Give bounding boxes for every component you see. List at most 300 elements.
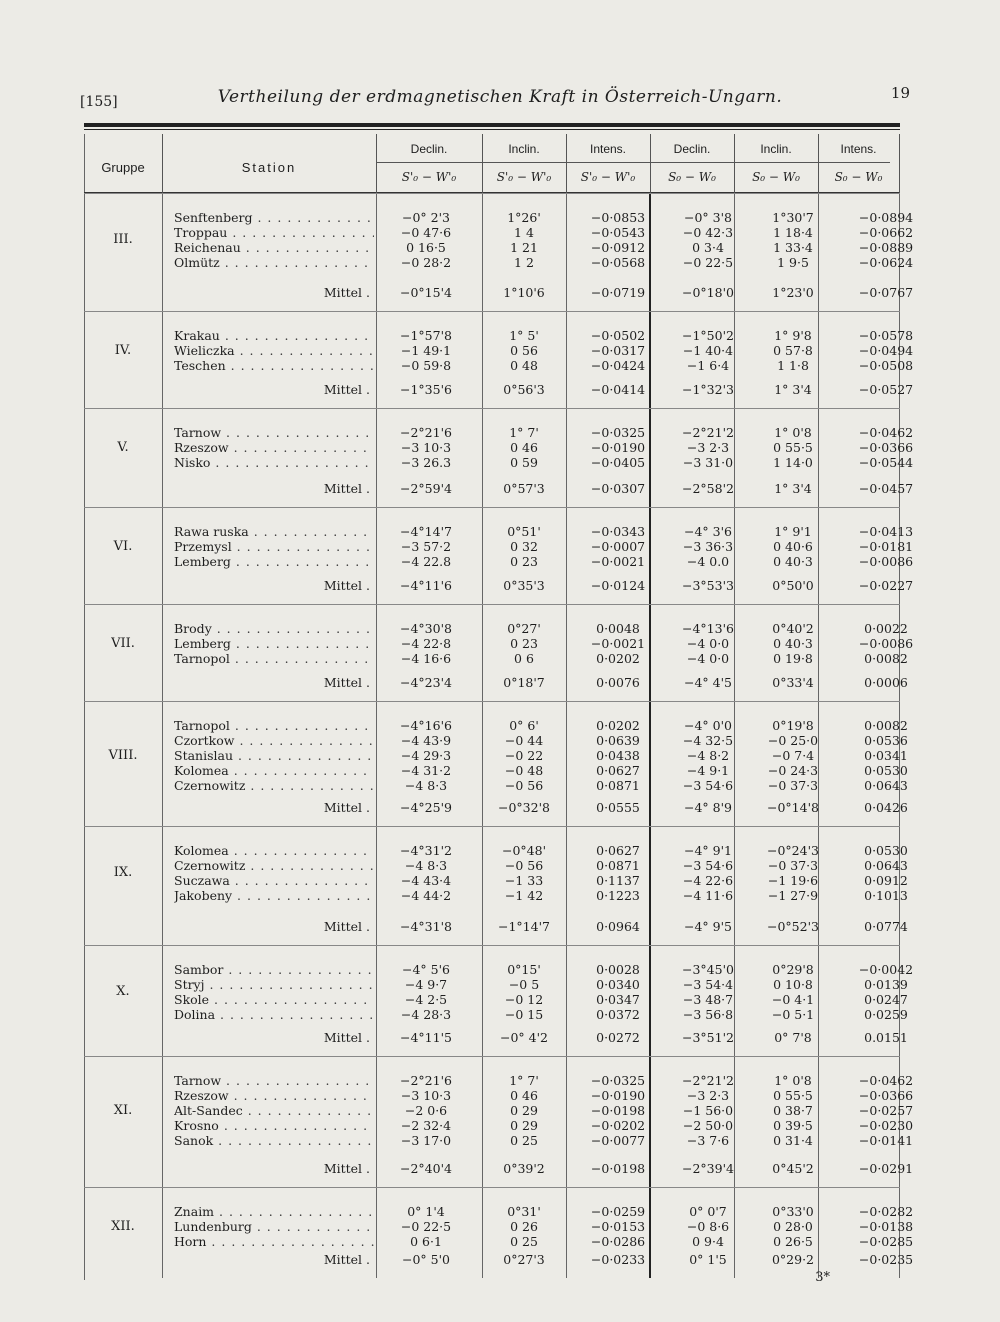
table-cell: 0·0028 bbox=[596, 962, 640, 977]
mittel-row bbox=[162, 382, 914, 397]
table-row bbox=[162, 636, 914, 651]
table-cell: −4°31'2 bbox=[400, 843, 452, 858]
table-cell: 1 33·4 bbox=[773, 240, 813, 255]
station-name: Czortkow . . . bbox=[174, 733, 374, 748]
table-cell: −0·0508 bbox=[858, 358, 914, 373]
station-name: Nisko . . . bbox=[174, 455, 374, 470]
station-name: Lemberg . . . bbox=[174, 554, 374, 569]
table-cell: −0 48 bbox=[504, 763, 544, 778]
mittel-cell: −0·0198 bbox=[590, 1161, 646, 1176]
station-name: Stryj . . . bbox=[174, 977, 374, 992]
table-cell: −3°45'0 bbox=[682, 962, 734, 977]
table-cell: −2°21'2 bbox=[682, 1073, 734, 1088]
station-name: Alt-Sandec . . . bbox=[174, 1103, 374, 1118]
table-header bbox=[84, 134, 900, 193]
table-row bbox=[162, 240, 914, 255]
table-cell: 0 57·8 bbox=[773, 343, 813, 358]
table-cell: −1 6·4 bbox=[686, 358, 730, 373]
group-block bbox=[84, 1187, 914, 1278]
station-name: Kolomea . . . bbox=[174, 843, 374, 858]
table-cell: 0·0082 bbox=[864, 651, 908, 666]
table-cell: −0·0502 bbox=[590, 328, 646, 343]
group-label: VII. bbox=[111, 635, 135, 651]
table-row bbox=[162, 962, 914, 977]
table-cell: −0·0424 bbox=[590, 358, 646, 373]
mittel-cell: 0°33'4 bbox=[772, 675, 814, 690]
col-declin-new: Declin. bbox=[673, 142, 711, 156]
table-cell: −4 29·3 bbox=[400, 748, 452, 763]
table-cell: 0 32 bbox=[510, 539, 538, 554]
table-cell: −3 2·3 bbox=[686, 1088, 730, 1103]
table-cell: 0 3·4 bbox=[692, 240, 724, 255]
table-cell: −0 22·5 bbox=[400, 1219, 452, 1234]
mittel-cell: −0·0527 bbox=[858, 382, 914, 397]
table-cell: −4 32·5 bbox=[682, 733, 734, 748]
table-row bbox=[162, 225, 914, 240]
table-cell: 0·1013 bbox=[864, 888, 908, 903]
table-cell: 1 9·5 bbox=[777, 255, 809, 270]
table-cell: 0 6·1 bbox=[410, 1234, 442, 1249]
table-cell: −0·0462 bbox=[858, 1073, 914, 1088]
table-cell: 0 23 bbox=[510, 636, 538, 651]
table-cell: −0 47·6 bbox=[400, 225, 452, 240]
mittel-cell: −2°40'4 bbox=[400, 1161, 452, 1176]
table-cell: −0·0257 bbox=[858, 1103, 914, 1118]
table-cell: 0·0372 bbox=[596, 1007, 640, 1022]
table-cell: −0° 2'3 bbox=[402, 210, 450, 225]
table-cell: −4 8·3 bbox=[404, 858, 448, 873]
table-cell: 0·0912 bbox=[864, 873, 908, 888]
col-intens-new: Intens. bbox=[840, 142, 877, 156]
table-cell: 0·1223 bbox=[596, 888, 640, 903]
table-cell: −0·0007 bbox=[590, 539, 646, 554]
table-cell: 0·0082 bbox=[864, 718, 908, 733]
table-cell: −0·0190 bbox=[590, 440, 646, 455]
table-cell: −1 49·1 bbox=[400, 343, 452, 358]
table-cell: −3 10·3 bbox=[400, 1088, 452, 1103]
mittel-cell: −4°11'5 bbox=[400, 1030, 452, 1045]
mittel-cell: −4° 8'9 bbox=[684, 800, 732, 815]
mittel-cell: −3°53'3 bbox=[682, 578, 734, 593]
mittel-label: Mittel . bbox=[323, 800, 370, 815]
mittel-cell: −0°14'8 bbox=[767, 800, 819, 815]
station-name: Tarnow . . . bbox=[174, 1073, 374, 1088]
table-cell: −3 31·0 bbox=[682, 455, 734, 470]
table-cell: 0·0536 bbox=[864, 733, 908, 748]
table-row bbox=[162, 539, 914, 554]
table-cell: −2°21'6 bbox=[400, 1073, 452, 1088]
mittel-cell: −0·0124 bbox=[590, 578, 646, 593]
station-name: Rawa ruska . . . bbox=[174, 524, 374, 539]
table-cell: −0·0086 bbox=[858, 554, 914, 569]
mittel-cell: 0°50'0 bbox=[772, 578, 814, 593]
table-cell: 0 29 bbox=[510, 1103, 538, 1118]
table-cell: −0 5 bbox=[508, 977, 540, 992]
table-row bbox=[162, 651, 908, 666]
table-row bbox=[162, 778, 908, 793]
table-cell: −0·0042 bbox=[858, 962, 914, 977]
mittel-row bbox=[162, 919, 908, 934]
table-cell: −4 43·4 bbox=[400, 873, 452, 888]
mittel-cell: −0·0719 bbox=[590, 285, 646, 300]
table-cell: −1 40·4 bbox=[682, 343, 734, 358]
table-cell: −0 25·0 bbox=[767, 733, 819, 748]
table-cell: 1 2 bbox=[514, 255, 534, 270]
table-cell: −0 37·3 bbox=[767, 858, 819, 873]
table-cell: 0·0347 bbox=[596, 992, 640, 1007]
table-cell: 0 39·5 bbox=[773, 1118, 813, 1133]
station-name: Sanok . . . bbox=[174, 1133, 374, 1148]
group-block bbox=[84, 701, 908, 826]
table-cell: −0·0413 bbox=[858, 524, 914, 539]
table-cell: 0·0627 bbox=[596, 763, 640, 778]
table-cell: 0·0643 bbox=[864, 858, 908, 873]
table-cell: 0 6 bbox=[514, 651, 534, 666]
table-row bbox=[162, 1007, 908, 1022]
mittel-cell: −2°39'4 bbox=[682, 1161, 734, 1176]
table-cell: −0 22 bbox=[504, 748, 544, 763]
table-row bbox=[162, 425, 914, 440]
mittel-cell: 0°27'3 bbox=[503, 1252, 545, 1267]
station-name: Rzeszow . . . bbox=[174, 440, 374, 455]
mittel-label: Mittel . bbox=[323, 1161, 370, 1176]
table-cell: −4 2·5 bbox=[404, 992, 448, 1007]
mittel-cell: 0·0006 bbox=[864, 675, 908, 690]
mittel-cell: −0·0291 bbox=[858, 1161, 914, 1176]
table-cell: −4° 3'6 bbox=[684, 524, 732, 539]
table-cell: −4 11·6 bbox=[682, 888, 734, 903]
table-cell: −0·0190 bbox=[590, 1088, 646, 1103]
table-cell: −4 0·0 bbox=[686, 651, 730, 666]
mittel-label: Mittel . bbox=[323, 285, 370, 300]
table-cell: −0 5·1 bbox=[771, 1007, 815, 1022]
table-cell: −0·0366 bbox=[858, 440, 914, 455]
mittel-row bbox=[162, 1030, 908, 1045]
table-cell: 0 56 bbox=[510, 343, 538, 358]
table-cell: −0 28·2 bbox=[400, 255, 452, 270]
table-cell: 0·0530 bbox=[864, 763, 908, 778]
table-cell: 0·0341 bbox=[864, 748, 908, 763]
station-name: Przemysl . . . bbox=[174, 539, 374, 554]
table-cell: −4 8·3 bbox=[404, 778, 448, 793]
station-name: Olmütz . . . bbox=[174, 255, 374, 270]
table-cell: 0·0627 bbox=[596, 843, 640, 858]
station-name: Stanislau . . . bbox=[174, 748, 374, 763]
table-row bbox=[162, 718, 908, 733]
header-rule-thin bbox=[84, 129, 900, 130]
mittel-cell: 0·0272 bbox=[596, 1030, 640, 1045]
station-name: Dolina . . . bbox=[174, 1007, 374, 1022]
table-cell: −0 37·3 bbox=[767, 778, 819, 793]
table-cell: −0·0405 bbox=[590, 455, 646, 470]
table-cell: 0 25 bbox=[510, 1133, 538, 1148]
table-row bbox=[162, 210, 914, 225]
table-row bbox=[162, 455, 914, 470]
station-name: Lemberg . . . bbox=[174, 636, 374, 651]
table-cell: −0 22·5 bbox=[682, 255, 734, 270]
table-cell: −4 16·6 bbox=[400, 651, 452, 666]
mittel-cell: 0° 7'8 bbox=[774, 1030, 812, 1045]
mittel-cell: −4°11'6 bbox=[400, 578, 452, 593]
table-cell: 0 29 bbox=[510, 1118, 538, 1133]
table-cell: 0·0247 bbox=[864, 992, 908, 1007]
table-row bbox=[162, 843, 908, 858]
mittel-cell: 0°45'2 bbox=[772, 1161, 814, 1176]
table-cell: −0·0259 bbox=[590, 1204, 646, 1219]
table-cell: −4°14'7 bbox=[400, 524, 452, 539]
station-name: Znaim . . . bbox=[174, 1204, 374, 1219]
group-block bbox=[84, 604, 914, 701]
group-label: XII. bbox=[111, 1218, 135, 1234]
table-cell: −0·0853 bbox=[590, 210, 646, 225]
table-cell: 0·0022 bbox=[864, 621, 908, 636]
table-cell: −0·0141 bbox=[858, 1133, 914, 1148]
table-cell: 1° 0'8 bbox=[774, 1073, 812, 1088]
table-row bbox=[162, 1103, 914, 1118]
table-cell: 0° 1'4 bbox=[407, 1204, 445, 1219]
table-cell: 0·0259 bbox=[864, 1007, 908, 1022]
table-cell: −4 22·8 bbox=[400, 636, 452, 651]
table-cell: −0·0230 bbox=[858, 1118, 914, 1133]
mittel-cell: 0°18'7 bbox=[503, 675, 545, 690]
table-row bbox=[162, 1133, 914, 1148]
table-cell: −3 7·6 bbox=[686, 1133, 730, 1148]
mittel-cell: −2°59'4 bbox=[400, 481, 452, 496]
table-cell: −0 4·1 bbox=[771, 992, 815, 1007]
mittel-cell: −0·0457 bbox=[858, 481, 914, 496]
table-cell: −3 17·0 bbox=[400, 1133, 452, 1148]
table-row bbox=[162, 358, 914, 373]
station-name: Czernowitz . . . bbox=[174, 858, 374, 873]
table-cell: 0·0202 bbox=[596, 651, 640, 666]
mittel-cell: −0·0767 bbox=[858, 285, 914, 300]
station-name: Kolomea . . . bbox=[174, 763, 374, 778]
mittel-cell: 0·0076 bbox=[596, 675, 640, 690]
table-cell: −4 8·2 bbox=[686, 748, 730, 763]
table-cell: −1°57'8 bbox=[400, 328, 452, 343]
table-row bbox=[162, 1118, 914, 1133]
mittel-cell: −4° 9'5 bbox=[684, 919, 732, 934]
table-cell: 0·0048 bbox=[596, 621, 640, 636]
mittel-label: Mittel . bbox=[323, 578, 370, 593]
table-row bbox=[162, 1204, 914, 1219]
table-cell: −0 44 bbox=[504, 733, 544, 748]
table-cell: −0·0198 bbox=[590, 1103, 646, 1118]
table-cell: 0 48 bbox=[510, 358, 538, 373]
table-cell: 1 21 bbox=[510, 240, 538, 255]
table-row bbox=[162, 255, 914, 270]
table-cell: 0 10·8 bbox=[773, 977, 813, 992]
group-block bbox=[84, 311, 914, 408]
table-row bbox=[162, 343, 914, 358]
table-cell: −0·0317 bbox=[590, 343, 646, 358]
mittel-cell: −4°31'8 bbox=[400, 919, 452, 934]
station-name: Teschen . . . bbox=[174, 358, 374, 373]
table-cell: −0·0285 bbox=[858, 1234, 914, 1249]
mittel-cell: −0·0414 bbox=[590, 382, 646, 397]
mittel-cell: 1°23'0 bbox=[772, 285, 814, 300]
station-name: Tarnopol . . . bbox=[174, 718, 374, 733]
table-row bbox=[162, 858, 908, 873]
table-cell: −0·0153 bbox=[590, 1219, 646, 1234]
station-name: Czernowitz . . . bbox=[174, 778, 374, 793]
mittel-label: Mittel . bbox=[323, 919, 370, 934]
table-row bbox=[162, 1073, 914, 1088]
table-cell: −3 56·8 bbox=[682, 1007, 734, 1022]
table-cell: −0° 3'8 bbox=[684, 210, 732, 225]
mittel-cell: −0·0235 bbox=[858, 1252, 914, 1267]
table-cell: −0·0662 bbox=[858, 225, 914, 240]
mittel-cell: −1°32'3 bbox=[682, 382, 734, 397]
group-label: III. bbox=[113, 232, 133, 247]
group-label: VIII. bbox=[108, 747, 138, 763]
mittel-cell: 0° 1'5 bbox=[689, 1252, 727, 1267]
mittel-cell: 0°29·2 bbox=[771, 1252, 815, 1267]
table-cell: −0·0181 bbox=[858, 539, 914, 554]
mittel-row bbox=[162, 285, 914, 300]
mittel-cell: −0·0233 bbox=[590, 1252, 646, 1267]
table-cell: 0·1137 bbox=[596, 873, 640, 888]
table-cell: −2 32·4 bbox=[400, 1118, 452, 1133]
station-name: Wieliczka . . . bbox=[174, 343, 374, 358]
data-table bbox=[84, 134, 914, 1278]
table-cell: −2 0·6 bbox=[404, 1103, 448, 1118]
mittel-row bbox=[162, 1161, 914, 1176]
table-row bbox=[162, 763, 908, 778]
table-cell: −0·0578 bbox=[858, 328, 914, 343]
sub-declin-new: S₀ − W₀ bbox=[668, 170, 716, 184]
mittel-cell: 0.0151 bbox=[864, 1030, 908, 1045]
station-name: Lundenburg . . . bbox=[174, 1219, 374, 1234]
mittel-row bbox=[162, 1252, 914, 1267]
table-cell: 0°33'0 bbox=[772, 1204, 814, 1219]
group-label: V. bbox=[117, 439, 129, 455]
table-cell: −0·0568 bbox=[590, 255, 646, 270]
table-cell: −0·0624 bbox=[858, 255, 914, 270]
table-cell: −4°16'6 bbox=[400, 718, 452, 733]
table-cell: 0° 6' bbox=[509, 718, 539, 733]
table-cell: −4 31·2 bbox=[400, 763, 452, 778]
group-block bbox=[84, 826, 908, 945]
table-cell: −0·0494 bbox=[858, 343, 914, 358]
table-cell: −2 50·0 bbox=[682, 1118, 734, 1133]
table-cell: 0·0643 bbox=[864, 778, 908, 793]
table-row bbox=[162, 621, 908, 636]
mittel-cell: −0°15'4 bbox=[400, 285, 452, 300]
table-cell: −1 19·6 bbox=[767, 873, 819, 888]
table-cell: 0 28·0 bbox=[773, 1219, 813, 1234]
table-cell: 0 23 bbox=[510, 554, 538, 569]
col-inclin-new: Inclin. bbox=[760, 142, 792, 156]
header-rule bbox=[84, 123, 900, 127]
table-cell: −0 59·8 bbox=[400, 358, 452, 373]
table-row bbox=[162, 873, 908, 888]
table-cell: 0 26 bbox=[510, 1219, 538, 1234]
table-row bbox=[162, 524, 914, 539]
table-cell: −0·0889 bbox=[858, 240, 914, 255]
table-cell: −1 42 bbox=[504, 888, 544, 903]
table-cell: −4 9·1 bbox=[686, 763, 730, 778]
table-cell: −4 28·3 bbox=[400, 1007, 452, 1022]
table-cell: 0 46 bbox=[510, 1088, 538, 1103]
table-cell: 1° 0'8 bbox=[774, 425, 812, 440]
table-cell: 0°19'8 bbox=[772, 718, 814, 733]
table-cell: 1° 7' bbox=[509, 1073, 539, 1088]
group-label: VI. bbox=[113, 538, 133, 554]
table-cell: 1° 5' bbox=[509, 328, 539, 343]
station-name: Reichenau . . . bbox=[174, 240, 374, 255]
table-row bbox=[162, 440, 914, 455]
table-cell: −4 22.8 bbox=[400, 554, 452, 569]
col-declin-old: Declin. bbox=[410, 142, 448, 156]
mittel-cell: −0·0307 bbox=[590, 481, 646, 496]
table-row bbox=[162, 748, 908, 763]
table-cell: 0 31·4 bbox=[773, 1133, 813, 1148]
col-intens-old: Intens. bbox=[589, 142, 627, 156]
mittel-cell: 0°39'2 bbox=[503, 1161, 545, 1176]
group-block bbox=[84, 507, 914, 604]
table-cell: −4 0·0 bbox=[686, 636, 730, 651]
group-label: IX. bbox=[113, 865, 133, 880]
group-label: XI. bbox=[113, 1102, 133, 1118]
table-cell: −3 54·4 bbox=[682, 977, 734, 992]
table-cell: −0·0462 bbox=[858, 425, 914, 440]
mittel-cell: −1°35'6 bbox=[400, 382, 452, 397]
mittel-cell: −4°25'9 bbox=[400, 800, 452, 815]
mittel-cell: −0° 4'2 bbox=[500, 1030, 548, 1045]
table-cell: −3 10·3 bbox=[400, 440, 452, 455]
table-cell: −3 54·6 bbox=[682, 778, 734, 793]
mittel-cell: −0°52'3 bbox=[767, 919, 819, 934]
table-cell: −4 22·6 bbox=[682, 873, 734, 888]
mittel-cell: −0° 5'0 bbox=[402, 1252, 450, 1267]
mittel-cell: −4° 4'5 bbox=[684, 675, 732, 690]
table-cell: −0 7·4 bbox=[771, 748, 815, 763]
table-cell: −1 27·9 bbox=[767, 888, 819, 903]
table-cell: 0 46 bbox=[510, 440, 538, 455]
table-cell: −0°48' bbox=[501, 843, 547, 858]
table-cell: 1 1·8 bbox=[777, 358, 809, 373]
station-name: Rzeszow . . . bbox=[174, 1088, 374, 1103]
group-label: IV. bbox=[114, 342, 132, 358]
mittel-cell: 0·0964 bbox=[596, 919, 640, 934]
table-cell: 0·0340 bbox=[596, 977, 640, 992]
table-cell: 0 55·5 bbox=[773, 440, 813, 455]
mittel-label: Mittel . bbox=[323, 382, 370, 397]
col-inclin-old: Inclin. bbox=[508, 142, 540, 156]
table-cell: −4°30'8 bbox=[400, 621, 452, 636]
table-cell: −0·0325 bbox=[590, 425, 646, 440]
table-cell: 0 16·5 bbox=[406, 240, 446, 255]
sub-declin-old: S'₀ − W'₀ bbox=[401, 170, 457, 184]
table-cell: −0·0366 bbox=[858, 1088, 914, 1103]
col-station: Station bbox=[241, 160, 297, 175]
table-cell: 0·0139 bbox=[864, 977, 908, 992]
table-cell: 0 40·6 bbox=[773, 539, 813, 554]
table-cell: −3 48·7 bbox=[682, 992, 734, 1007]
table-cell: −0·0282 bbox=[858, 1204, 914, 1219]
station-name: Suczawa . . . bbox=[174, 873, 374, 888]
table-row bbox=[162, 977, 908, 992]
table-cell: 1°30'7 bbox=[772, 210, 814, 225]
table-cell: −4 9·7 bbox=[404, 977, 448, 992]
signature-mark: 3* bbox=[815, 1270, 830, 1285]
sub-inclin-old: S'₀ − W'₀ bbox=[496, 170, 552, 184]
table-cell: −0·0343 bbox=[590, 524, 646, 539]
sub-inclin-new: S₀ − W₀ bbox=[752, 170, 800, 184]
table-row bbox=[162, 1219, 914, 1234]
mittel-cell: −1°14'7 bbox=[498, 919, 550, 934]
